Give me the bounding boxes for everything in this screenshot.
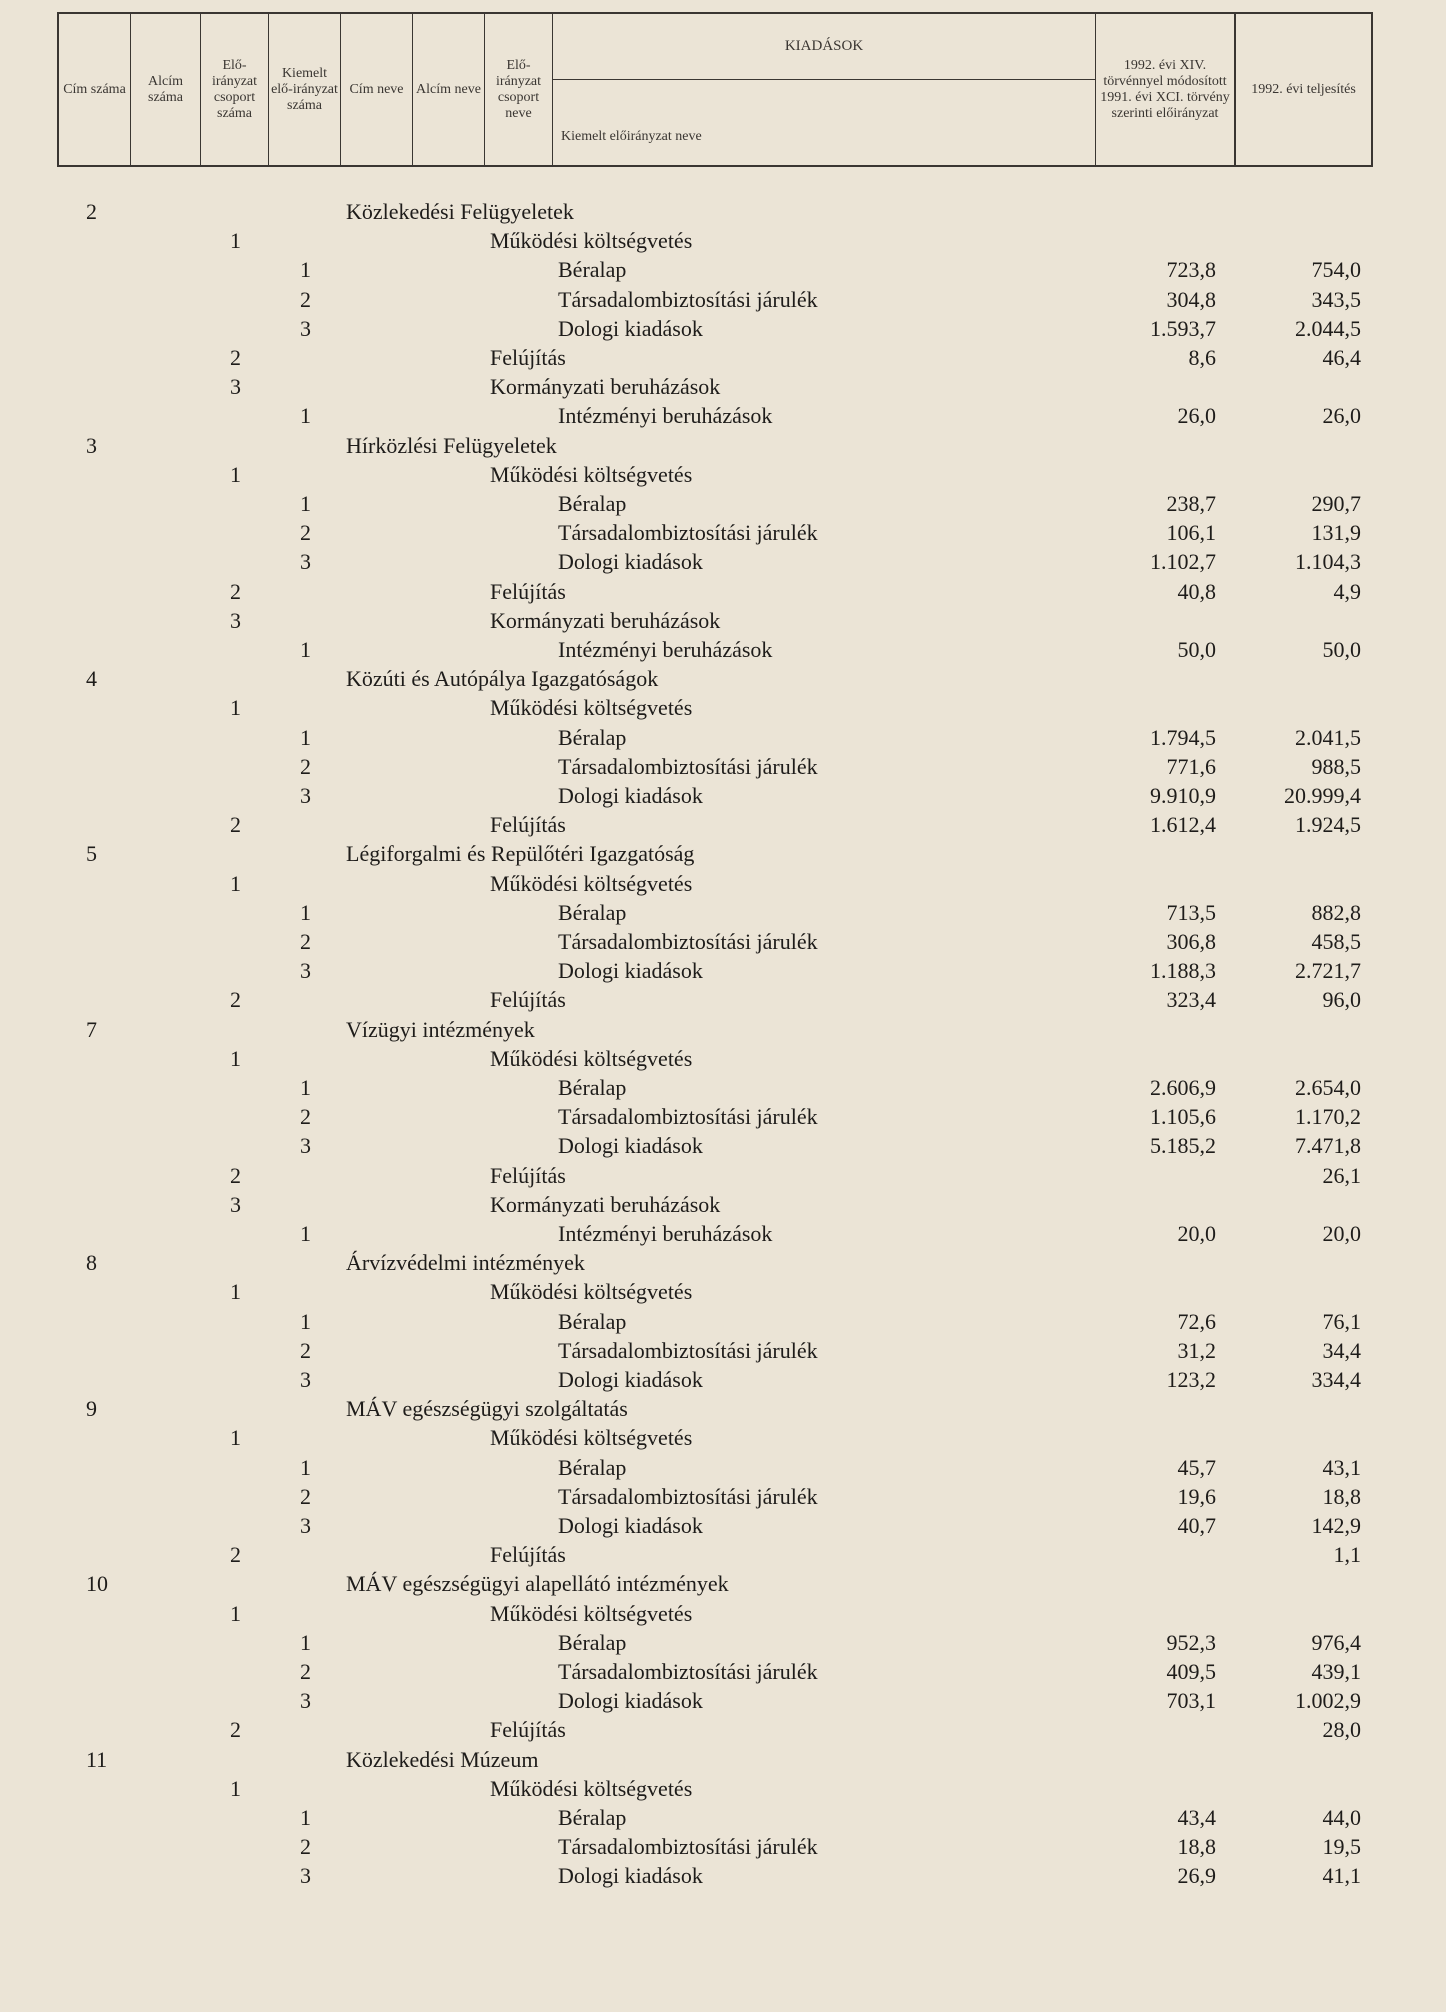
row-number: 3 — [300, 1513, 311, 1538]
header-cim-szama: Cím száma — [59, 14, 131, 165]
table-row — [0, 1746, 1446, 1774]
table-row — [0, 1512, 1446, 1540]
row-name: Felújítás — [490, 345, 566, 370]
row-teljesites-value: 1.170,2 — [1295, 1104, 1361, 1130]
table-row — [0, 1016, 1446, 1044]
row-number: 1 — [230, 1045, 241, 1071]
row-teljesites-value: 1.104,3 — [1295, 549, 1361, 575]
row-name: Működési költségvetés — [490, 228, 693, 254]
row-number: 10 — [86, 1571, 108, 1597]
header-kiemelt-eloiranyzat-neve-text: Kiemelt előirányzat neve — [561, 129, 702, 144]
row-eloiranyzat-value: 323,4 — [1166, 987, 1216, 1013]
table-row — [0, 753, 1446, 781]
header-alcim-neve: Alcím neve — [413, 14, 485, 165]
row-name: Hírközlési Felügyeletek — [346, 432, 557, 458]
row-name: Működési költségvetés — [490, 461, 693, 487]
table-row — [0, 694, 1446, 722]
row-teljesites-value: 34,4 — [1322, 1337, 1361, 1363]
row-number: 3 — [300, 1688, 311, 1714]
row-number: 2 — [300, 1483, 311, 1509]
row-number: 3 — [300, 1367, 311, 1392]
row-name: Társadalombiztosítási járulék — [558, 1483, 818, 1509]
row-name: Közúti és Autópálya Igazgatóságok — [346, 666, 659, 692]
row-name: Béralap — [558, 491, 627, 516]
table-row — [0, 1483, 1446, 1511]
row-number: 2 — [300, 520, 311, 546]
row-number: 3 — [300, 549, 311, 575]
row-teljesites-value: 4,9 — [1333, 578, 1361, 604]
header-eloiranyzat: 1992. évi XIV. törvénnyel módosított 1991. évi XCI. törvény szerinti előirányzat — [1095, 14, 1235, 165]
table-row — [0, 1454, 1446, 1482]
row-eloiranyzat-value: 238,7 — [1166, 491, 1216, 516]
row-name: Kormányzati beruházások — [490, 1191, 721, 1217]
table-row — [0, 1278, 1446, 1306]
row-eloiranyzat-value: 713,5 — [1166, 899, 1216, 925]
row-name: Felújítás — [490, 578, 566, 604]
row-eloiranyzat-value: 19,6 — [1177, 1483, 1216, 1509]
row-number: 1 — [300, 1629, 311, 1655]
table-row — [0, 1629, 1446, 1657]
row-name: Intézményi beruházások — [558, 1221, 773, 1246]
row-teljesites-value: 19,5 — [1322, 1834, 1361, 1860]
row-eloiranyzat-value: 1.102,7 — [1150, 549, 1216, 575]
row-name: Dologi kiadások — [558, 1688, 703, 1714]
row-teljesites-value: 18,8 — [1322, 1483, 1361, 1509]
header-eloiranyzat-csoport-szama: Elő-irányzat csoport száma — [201, 14, 269, 165]
table-row — [0, 636, 1446, 664]
row-teljesites-value: 28,0 — [1322, 1717, 1361, 1743]
row-name: Béralap — [558, 1454, 627, 1480]
row-number: 2 — [230, 1717, 241, 1743]
table-row — [0, 344, 1446, 372]
row-teljesites-value: 76,1 — [1322, 1308, 1361, 1334]
table-row — [0, 1337, 1446, 1365]
row-name: Vízügyi intézmények — [346, 1016, 535, 1042]
table-row — [0, 1395, 1446, 1423]
table-row — [0, 1862, 1446, 1890]
row-number: 7 — [86, 1016, 97, 1042]
header-eloiranyzat-csoport-neve: Elő-irányzat csoport neve — [485, 14, 553, 165]
row-teljesites-value: 142,9 — [1311, 1513, 1361, 1538]
table-row — [0, 782, 1446, 810]
table-row — [0, 1249, 1446, 1277]
row-name: Felújítás — [490, 1717, 566, 1743]
table-row — [0, 1132, 1446, 1160]
row-number: 1 — [300, 637, 311, 662]
row-name: Béralap — [558, 1805, 627, 1830]
row-name: Társadalombiztosítási járulék — [558, 929, 818, 954]
row-eloiranyzat-value: 1.794,5 — [1150, 724, 1216, 750]
row-teljesites-value: 131,9 — [1311, 520, 1361, 546]
table-row — [0, 256, 1446, 284]
row-number: 1 — [300, 724, 311, 750]
header-alcim-szama: Alcím száma — [131, 14, 201, 165]
row-eloiranyzat-value: 2.606,9 — [1150, 1075, 1216, 1100]
row-teljesites-value: 2.044,5 — [1295, 315, 1361, 341]
row-number: 2 — [300, 1337, 311, 1363]
row-teljesites-value: 20.999,4 — [1284, 783, 1361, 808]
row-teljesites-value: 26,1 — [1322, 1162, 1361, 1188]
row-number: 2 — [300, 1834, 311, 1860]
row-number: 2 — [230, 1542, 241, 1568]
table-row — [0, 1191, 1446, 1219]
table-row — [0, 1658, 1446, 1686]
row-name: Társadalombiztosítási járulék — [558, 1834, 818, 1860]
row-teljesites-value: 334,4 — [1311, 1367, 1361, 1392]
row-name: Intézményi beruházások — [558, 637, 773, 662]
table-row — [0, 870, 1446, 898]
row-number: 5 — [86, 841, 97, 867]
row-name: Dologi kiadások — [558, 1133, 703, 1159]
row-name: Béralap — [558, 1075, 627, 1100]
row-eloiranyzat-value: 1.593,7 — [1150, 315, 1216, 341]
row-name: Működési költségvetés — [490, 695, 693, 721]
row-number: 2 — [230, 1162, 241, 1188]
row-eloiranyzat-value: 304,8 — [1166, 286, 1216, 312]
row-name: Felújítás — [490, 1162, 566, 1188]
row-number: 1 — [300, 491, 311, 516]
table-row — [0, 899, 1446, 927]
row-number: 3 — [300, 958, 311, 984]
table-row — [0, 548, 1446, 576]
row-eloiranyzat-value: 45,7 — [1177, 1454, 1216, 1480]
row-number: 3 — [300, 315, 311, 341]
row-eloiranyzat-value: 9.910,9 — [1150, 783, 1216, 808]
row-name: Dologi kiadások — [558, 958, 703, 984]
row-number: 1 — [300, 1805, 311, 1830]
table-row — [0, 1220, 1446, 1248]
row-eloiranyzat-value: 123,2 — [1166, 1367, 1216, 1392]
row-eloiranyzat-value: 50,0 — [1177, 637, 1216, 662]
row-name: Működési költségvetés — [490, 1775, 693, 1801]
row-name: Működési költségvetés — [490, 1425, 693, 1451]
row-name: Dologi kiadások — [558, 1513, 703, 1538]
row-name: Társadalombiztosítási járulék — [558, 1659, 818, 1684]
row-teljesites-value: 439,1 — [1311, 1659, 1361, 1684]
table-row — [0, 1424, 1446, 1452]
row-name: MÁV egészségügyi szolgáltatás — [346, 1396, 628, 1422]
row-number: 1 — [230, 870, 241, 896]
row-teljesites-value: 343,5 — [1311, 286, 1361, 312]
row-number: 1 — [300, 1075, 311, 1100]
table-row — [0, 607, 1446, 635]
row-name: Felújítás — [490, 1542, 566, 1568]
header-kiemelt-eloiranyzat-neve — [553, 80, 1095, 165]
row-name: Dologi kiadások — [558, 1367, 703, 1392]
table-row — [0, 402, 1446, 430]
row-name: Légiforgalmi és Repülőtéri Igazgatóság — [346, 841, 695, 867]
row-name: Intézményi beruházások — [558, 403, 773, 429]
table-row — [0, 1103, 1446, 1131]
row-name: Társadalombiztosítási járulék — [558, 286, 818, 312]
table-row — [0, 315, 1446, 343]
table-header — [57, 12, 1373, 167]
row-name: Felújítás — [490, 812, 566, 838]
row-teljesites-value: 2.721,7 — [1295, 958, 1361, 984]
row-number: 1 — [230, 1775, 241, 1801]
row-eloiranyzat-value: 703,1 — [1166, 1688, 1216, 1714]
row-number: 1 — [300, 1454, 311, 1480]
table-row — [0, 519, 1446, 547]
row-number: 2 — [300, 286, 311, 312]
row-eloiranyzat-value: 26,9 — [1177, 1863, 1216, 1889]
row-name: Társadalombiztosítási járulék — [558, 520, 818, 546]
row-number: 1 — [300, 1308, 311, 1334]
row-name: Társadalombiztosítási járulék — [558, 753, 818, 779]
row-name: Közlekedési Felügyeletek — [346, 199, 574, 224]
row-number: 1 — [230, 1600, 241, 1626]
table-row — [0, 1074, 1446, 1102]
row-number: 3 — [230, 607, 241, 633]
row-teljesites-value: 7.471,8 — [1295, 1133, 1361, 1159]
row-eloiranyzat-value: 8,6 — [1188, 345, 1216, 370]
row-number: 1 — [230, 695, 241, 721]
row-name: Árvízvédelmi intézmények — [346, 1250, 585, 1276]
row-number: 3 — [86, 432, 97, 458]
row-teljesites-value: 882,8 — [1311, 899, 1361, 925]
row-eloiranyzat-value: 31,2 — [1177, 1337, 1216, 1363]
header-kiadasok: KIADÁSOK — [553, 14, 1095, 80]
row-number: 1 — [230, 1279, 241, 1305]
row-name: Működési költségvetés — [490, 1045, 693, 1071]
row-eloiranyzat-value: 771,6 — [1166, 753, 1216, 779]
row-eloiranyzat-value: 40,7 — [1177, 1513, 1216, 1538]
table-row — [0, 840, 1446, 868]
row-number: 1 — [230, 1425, 241, 1451]
row-number: 1 — [300, 1221, 311, 1246]
row-eloiranyzat-value: 306,8 — [1166, 929, 1216, 954]
table-row — [0, 957, 1446, 985]
row-number: 2 — [230, 987, 241, 1013]
table-row — [0, 227, 1446, 255]
row-number: 2 — [230, 345, 241, 370]
row-name: Működési költségvetés — [490, 1600, 693, 1626]
row-teljesites-value: 1.924,5 — [1295, 812, 1361, 838]
row-name: MÁV egészségügyi alapellátó intézmények — [346, 1571, 729, 1597]
row-number: 3 — [230, 374, 241, 400]
row-name: Felújítás — [490, 987, 566, 1013]
row-number: 1 — [300, 403, 311, 429]
table-row — [0, 373, 1446, 401]
row-name: Béralap — [558, 1308, 627, 1334]
row-name: Béralap — [558, 1629, 627, 1655]
row-number: 2 — [300, 1104, 311, 1130]
table-row — [0, 286, 1446, 314]
row-teljesites-value: 976,4 — [1311, 1629, 1361, 1655]
row-eloiranyzat-value: 18,8 — [1177, 1834, 1216, 1860]
row-eloiranyzat-value: 1.105,6 — [1150, 1104, 1216, 1130]
row-eloiranyzat-value: 723,8 — [1166, 257, 1216, 283]
row-teljesites-value: 43,1 — [1322, 1454, 1361, 1480]
row-name: Béralap — [558, 899, 627, 925]
row-eloiranyzat-value: 5.185,2 — [1150, 1133, 1216, 1159]
table-row — [0, 1804, 1446, 1832]
row-name: Társadalombiztosítási járulék — [558, 1337, 818, 1363]
row-teljesites-value: 988,5 — [1311, 753, 1361, 779]
row-teljesites-value: 20,0 — [1322, 1221, 1361, 1246]
table-row — [0, 811, 1446, 839]
row-name: Dologi kiadások — [558, 549, 703, 575]
row-name: Kormányzati beruházások — [490, 374, 721, 400]
row-number: 1 — [230, 228, 241, 254]
row-name: Közlekedési Múzeum — [346, 1746, 539, 1772]
table-row — [0, 724, 1446, 752]
row-name: Dologi kiadások — [558, 315, 703, 341]
row-number: 1 — [300, 257, 311, 283]
row-number: 2 — [300, 753, 311, 779]
row-number: 1 — [230, 461, 241, 487]
row-number: 2 — [86, 199, 97, 224]
table-row — [0, 1045, 1446, 1073]
table-row — [0, 490, 1446, 518]
row-number: 4 — [86, 666, 97, 692]
row-teljesites-value: 1,1 — [1333, 1542, 1361, 1568]
row-name: Működési költségvetés — [490, 870, 693, 896]
row-teljesites-value: 2.654,0 — [1295, 1075, 1361, 1100]
row-teljesites-value: 46,4 — [1322, 345, 1361, 370]
row-name: Társadalombiztosítási járulék — [558, 1104, 818, 1130]
row-eloiranyzat-value: 20,0 — [1177, 1221, 1216, 1246]
row-name: Működési költségvetés — [490, 1279, 693, 1305]
table-row — [0, 1366, 1446, 1394]
row-eloiranyzat-value: 106,1 — [1166, 520, 1216, 546]
row-name: Dologi kiadások — [558, 783, 703, 808]
table-row — [0, 432, 1446, 460]
row-name: Béralap — [558, 257, 627, 283]
table-row — [0, 665, 1446, 693]
table-row — [0, 1687, 1446, 1715]
row-eloiranyzat-value: 409,5 — [1166, 1659, 1216, 1684]
row-number: 8 — [86, 1250, 97, 1276]
row-number: 2 — [300, 1659, 311, 1684]
row-name: Dologi kiadások — [558, 1863, 703, 1889]
header-teljesites: 1992. évi teljesítés — [1235, 14, 1371, 165]
header-cim-neve: Cím neve — [341, 14, 413, 165]
table-row — [0, 461, 1446, 489]
table-row — [0, 1775, 1446, 1803]
row-teljesites-value: 96,0 — [1322, 987, 1361, 1013]
table-row — [0, 928, 1446, 956]
row-eloiranyzat-value: 26,0 — [1177, 403, 1216, 429]
table-row — [0, 1541, 1446, 1569]
row-eloiranyzat-value: 1.612,4 — [1150, 812, 1216, 838]
row-teljesites-value: 41,1 — [1322, 1863, 1361, 1889]
row-number: 3 — [300, 783, 311, 808]
table-row — [0, 986, 1446, 1014]
row-eloiranyzat-value: 1.188,3 — [1150, 958, 1216, 984]
row-number: 1 — [300, 899, 311, 925]
table-row — [0, 1833, 1446, 1861]
row-teljesites-value: 2.041,5 — [1295, 724, 1361, 750]
row-teljesites-value: 26,0 — [1322, 403, 1361, 429]
table-row — [0, 1308, 1446, 1336]
table-row — [0, 1162, 1446, 1190]
row-number: 3 — [300, 1863, 311, 1889]
row-eloiranyzat-value: 952,3 — [1166, 1629, 1216, 1655]
table-row — [0, 198, 1446, 226]
row-number: 2 — [230, 578, 241, 604]
row-name: Kormányzati beruházások — [490, 607, 721, 633]
table-row — [0, 1600, 1446, 1628]
row-eloiranyzat-value: 40,8 — [1177, 578, 1216, 604]
row-number: 11 — [86, 1746, 108, 1772]
row-number: 3 — [300, 1133, 311, 1159]
row-number: 3 — [230, 1191, 241, 1217]
table-row — [0, 578, 1446, 606]
row-teljesites-value: 1.002,9 — [1295, 1688, 1361, 1714]
row-teljesites-value: 754,0 — [1311, 257, 1361, 283]
row-teljesites-value: 290,7 — [1311, 491, 1361, 516]
row-number: 9 — [86, 1396, 97, 1422]
row-number: 2 — [230, 812, 241, 838]
row-teljesites-value: 50,0 — [1322, 637, 1361, 662]
row-teljesites-value: 44,0 — [1322, 1805, 1361, 1830]
row-name: Béralap — [558, 724, 627, 750]
row-eloiranyzat-value: 72,6 — [1177, 1308, 1216, 1334]
row-number: 2 — [300, 929, 311, 954]
row-teljesites-value: 458,5 — [1311, 929, 1361, 954]
table-row — [0, 1716, 1446, 1744]
table-row — [0, 1570, 1446, 1598]
header-kiemelt-eloiranyzat-szama: Kiemelt elő-irányzat száma — [269, 14, 341, 165]
row-eloiranyzat-value: 43,4 — [1177, 1805, 1216, 1830]
